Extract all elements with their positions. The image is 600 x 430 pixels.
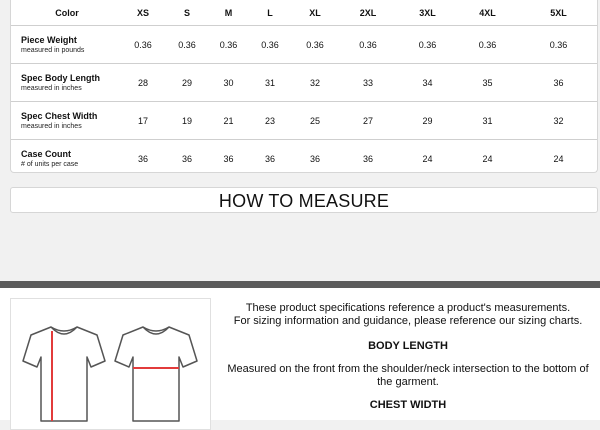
row-unit: # of units per case [21, 161, 79, 168]
table-cell: 29 [400, 102, 455, 140]
table-header-row [11, 0, 597, 26]
table-cell: 0.36 [246, 26, 294, 64]
table-cell: 19 [163, 102, 211, 140]
table-cell: 33 [336, 64, 400, 102]
table-cell: 24 [422, 154, 433, 164]
table-cell: 27 [336, 102, 400, 140]
spec-table-card [10, 0, 598, 173]
table-cell: 17 [123, 102, 163, 140]
tshirt-chest-width-icon [113, 323, 199, 423]
column-header: XS [123, 0, 163, 26]
row-label: Case Count [21, 149, 72, 159]
table-cell: 0.36 [123, 26, 163, 64]
body-length-heading: BODY LENGTH [368, 340, 448, 352]
row-header [11, 140, 123, 179]
spec-table [11, 0, 597, 178]
table-cell: 30 [211, 64, 246, 102]
intro-text-line2: For sizing information and guidance, please reference our sizing charts. [233, 315, 583, 327]
chest-width-heading: CHEST WIDTH [369, 399, 447, 411]
column-header: XL [294, 0, 336, 26]
table-cell: 36 [264, 154, 275, 164]
table-cell: 0.36 [455, 26, 520, 64]
table-cell: 34 [400, 64, 455, 102]
table-cell: 36 [362, 154, 373, 164]
row-unit: measured in pounds [21, 46, 85, 54]
row-unit: measured in inches [21, 122, 82, 130]
how-to-measure-bar [10, 187, 598, 213]
table-cell: 29 [163, 64, 211, 102]
table-row [11, 26, 597, 64]
column-header: 4XL [455, 0, 520, 26]
column-header: 5XL [520, 0, 597, 26]
row-header [11, 102, 123, 140]
row-label: Spec Body Length [21, 72, 101, 83]
table-cell: 36 [137, 154, 148, 164]
row-header [11, 64, 123, 102]
table-cell: 0.36 [336, 26, 400, 64]
section-divider [0, 281, 600, 288]
row-label: Piece Weight [21, 34, 77, 45]
row-header [11, 26, 123, 64]
table-row [11, 102, 597, 140]
table-cell: 36 [181, 154, 192, 164]
table-cell: 31 [455, 102, 520, 140]
table-cell: 0.36 [294, 26, 336, 64]
column-header: Color [11, 0, 123, 26]
how-to-measure-title: HOW TO MEASURE [218, 191, 390, 211]
table-cell: 32 [520, 102, 597, 140]
table-cell: 0.36 [211, 26, 246, 64]
row-label: Spec Chest Width [21, 110, 98, 121]
table-cell: 0.36 [520, 26, 597, 64]
measure-section [0, 288, 600, 420]
table-row [11, 64, 597, 102]
intro-text-line1: These product specifications reference a product's measurements. [245, 302, 571, 314]
table-cell: 24 [482, 154, 493, 164]
column-header: 3XL [400, 0, 455, 26]
table-cell: 0.36 [163, 26, 211, 64]
column-header: L [246, 0, 294, 26]
row-unit: measured in inches [21, 84, 82, 92]
body-length-text-line2: the garment. [377, 376, 439, 388]
table-cell: 23 [246, 102, 294, 140]
column-header: M [211, 0, 246, 26]
table-cell: 36 [223, 154, 234, 164]
table-cell: 31 [246, 64, 294, 102]
table-cell: 32 [294, 64, 336, 102]
table-cell: 28 [123, 64, 163, 102]
body-length-text-line1: Measured on the front from the shoulder/neck intersection to the bottom of [227, 363, 589, 375]
table-cell: 21 [211, 102, 246, 140]
column-header: S [163, 0, 211, 26]
measure-illustration [10, 298, 211, 430]
measure-info [220, 302, 596, 412]
table-cell: 24 [553, 154, 564, 164]
table-cell: 36 [520, 64, 597, 102]
table-cell: 35 [455, 64, 520, 102]
table-cell: 0.36 [400, 26, 455, 64]
table-cell: 25 [294, 102, 336, 140]
column-header: 2XL [336, 0, 400, 26]
table-row [11, 140, 597, 179]
table-cell: 36 [309, 154, 320, 164]
tshirt-body-length-icon [21, 323, 107, 423]
